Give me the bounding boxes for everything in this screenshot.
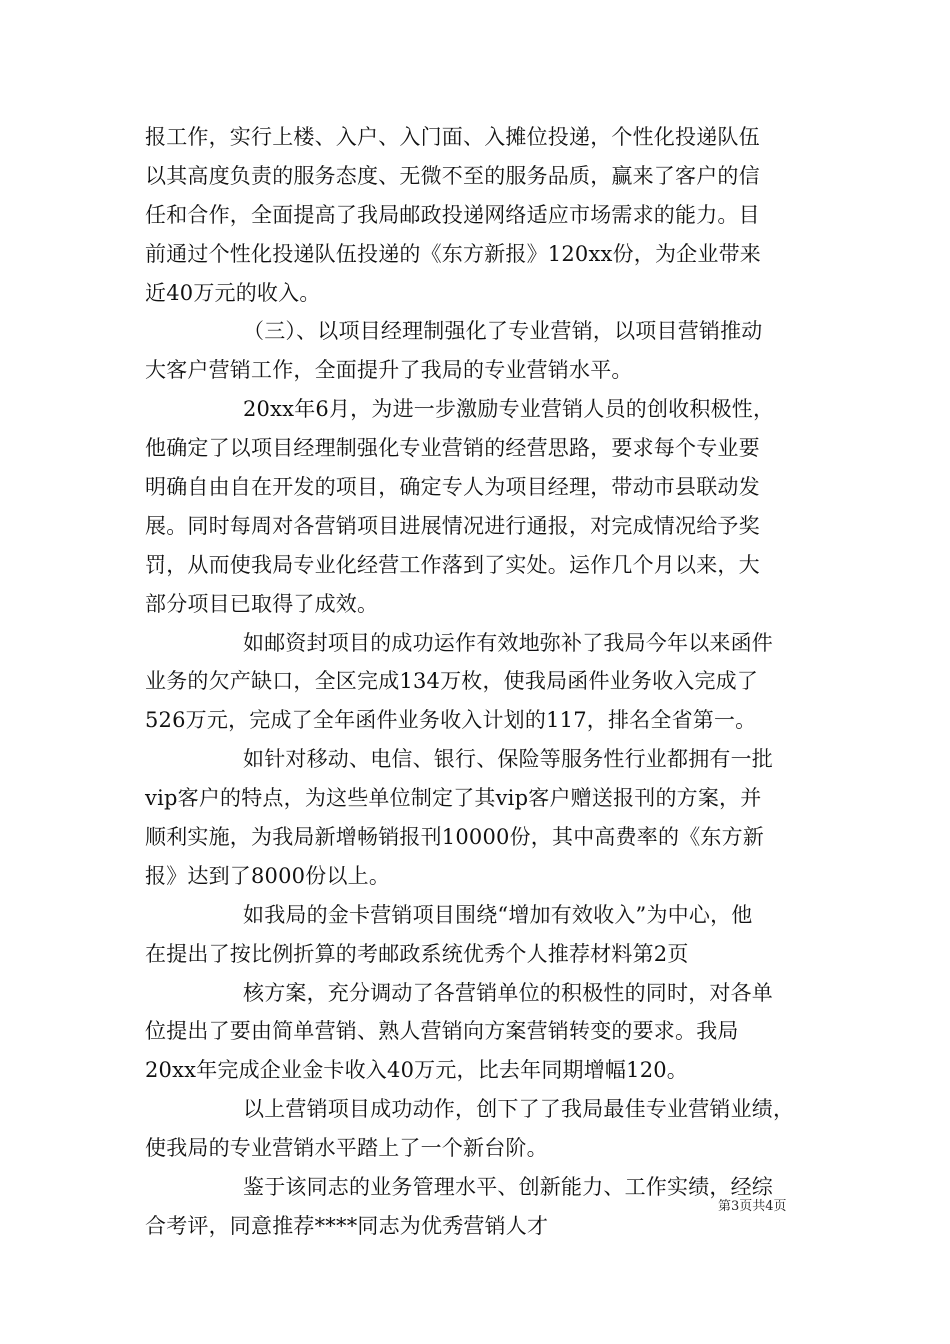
text-line: （三）、以项目经理制强化了专业营销，以项目营销推动 <box>243 319 763 344</box>
text-line: 展。同时每周对各营销项目进展情况进行通报，对完成情况给予奖 <box>145 513 760 538</box>
text-line: 近40万元的收入。 <box>145 280 321 305</box>
text-line: 他确定了以项目经理制强化专业营销的经营思路，要求每个专业要 <box>145 436 760 461</box>
text-line: 核方案，充分调动了各营销单位的积极性的同时，对各单 <box>243 980 773 1005</box>
text-line: 以上营销项目成功动作，创下了了我局最佳专业营销业绩， <box>243 1097 795 1122</box>
text-line: 位提出了要由简单营销、熟人营销向方案营销转变的要求。我局 <box>145 1019 739 1044</box>
text-line: 526万元，完成了全年函件业务收入计划的117，排名全省第一。 <box>145 708 757 733</box>
text-line: 顺利实施，为我局新增畅销报刊10000份，其中高费率的《东方新 <box>145 825 765 850</box>
document-body <box>145 118 817 1246</box>
text-line: 以其高度负责的服务态度、无微不至的服务品质，赢来了客户的信 <box>145 163 760 188</box>
text-line: 使我局的专业营销水平踏上了一个新台阶。 <box>145 1136 548 1161</box>
text-line: 任和合作，全面提高了我局邮政投递网络适应市场需求的能力。目 <box>145 202 760 227</box>
text-line: 在提出了按比例折算的考邮政系统优秀个人推荐材料第2页 <box>145 941 689 966</box>
text-line: 大客户营销工作，全面提升了我局的专业营销水平。 <box>145 358 633 383</box>
text-line: vip客户的特点，为这些单位制定了其vip客户赠送报刊的方案，并 <box>145 786 762 811</box>
text-line: 部分项目已取得了成效。 <box>145 591 379 616</box>
text-line: 鉴于该同志的业务管理水平、创新能力、工作实绩，经综 <box>243 1175 773 1200</box>
text-line: 罚，从而使我局专业化经营工作落到了实处。运作几个月以来，大 <box>145 552 760 577</box>
text-line: 20xx年6月，为进一步激励专业营销人员的创收积极性， <box>243 397 775 422</box>
text-line: 明确自由自在开发的项目，确定专人为项目经理，带动市县联动发 <box>145 475 760 500</box>
text-line: 报》达到了8000份以上。 <box>145 863 391 888</box>
text-line: 如邮资封项目的成功运作有效地弥补了我局今年以来函件 <box>243 630 773 655</box>
text-line: 如针对移动、电信、银行、保险等服务性行业都拥有一批 <box>243 747 773 772</box>
text-line: 报工作，实行上楼、入户、入门面、入摊位投递，个性化投递队伍 <box>145 125 760 149</box>
text-line: 前通过个性化投递队伍投递的《东方新报》120xx份，为企业带来 <box>145 241 761 266</box>
text-line: 业务的欠产缺口，全区完成134万枚，使我局函件业务收入完成了 <box>145 669 759 694</box>
text-line: 合考评，同意推荐****同志为优秀营销人才 <box>145 1213 549 1238</box>
text-line: 如我局的金卡营销项目围绕“增加有效收入”为中心，他 <box>243 902 753 927</box>
text-line: 20xx年完成企业金卡收入40万元，比去年同期增幅120。 <box>145 1058 689 1083</box>
page-number-footer: 第3页共4页 <box>718 1199 787 1214</box>
